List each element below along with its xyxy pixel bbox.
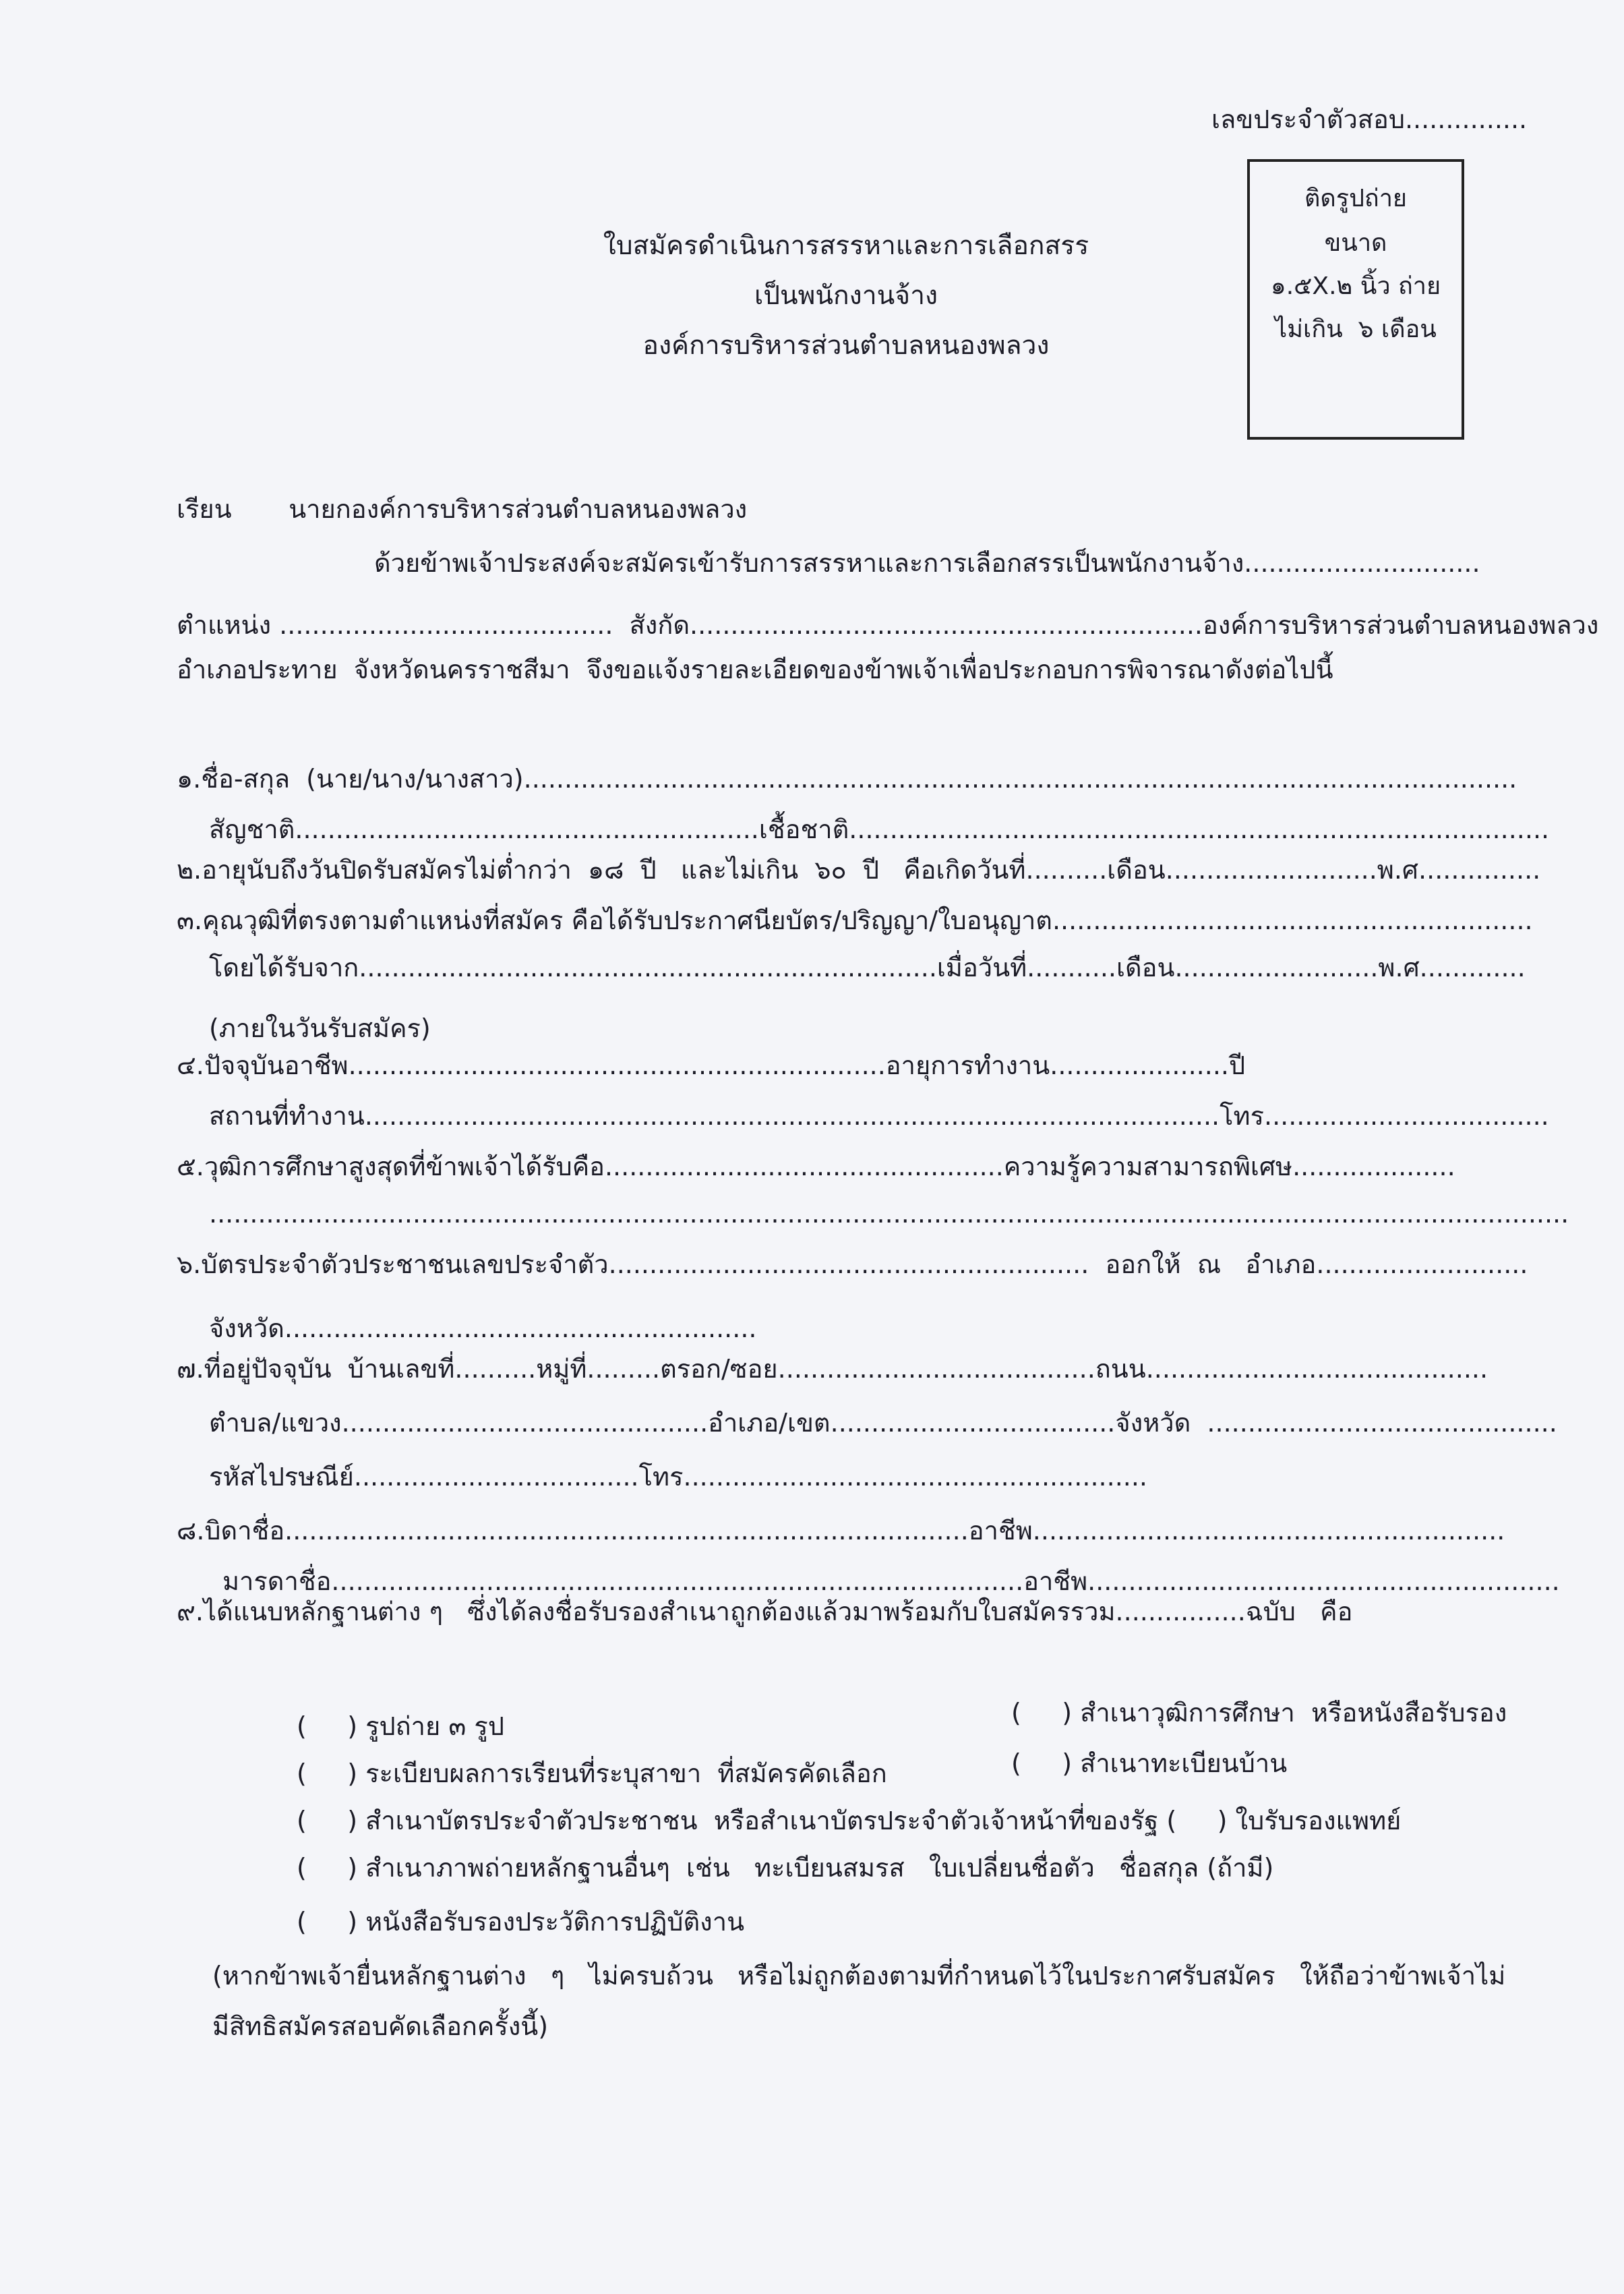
- mother-name-field[interactable]: มารดาชื่อ.....................................................................................อาชีพ..........................................................: [222, 1566, 1560, 1596]
- checklist-item-photo[interactable]: ( ) รูปถ่าย ๓ รูป: [297, 1711, 504, 1741]
- salutation: เรียน นายกองค์การบริหารส่วนตำบลหนองพลวง: [177, 494, 748, 524]
- birthdate-field[interactable]: ๒.อายุนับถึงวันปิดรับสมัครไม่ต่ำกว่า ๑๘ ปี และไม่เกิน ๖๐ ปี คือเกิดวันที่..........เดือน..........................พ.ศ...............: [177, 855, 1541, 885]
- photo-box-line: ติดรูปถ่าย: [1304, 185, 1408, 212]
- photo-box-line: ไม่เกิน ๖ เดือน: [1275, 316, 1437, 343]
- postal-code-field[interactable]: รหัสไปรษณีย์...................................โทร.........................................................: [209, 1462, 1148, 1492]
- note-line: (หากข้าพเจ้ายื่นหลักฐานต่าง ๆ ไม่ครบถ้วน หรือไม่ถูกต้องตามที่กำหนดไว้ในประกาศรับสมัคร ให้ถือว่าข้าพเจ้าไม่: [212, 1961, 1506, 1991]
- father-name-field[interactable]: ๘.บิดาชื่อ....................................................................................อาชีพ..........................................................: [177, 1516, 1505, 1546]
- checklist-item-house-registration[interactable]: ( ) สำเนาทะเบียนบ้าน: [1011, 1748, 1288, 1778]
- form-title: ใบสมัครดำเนินการสรรหาและการเลือกสรร: [603, 231, 1089, 261]
- id-card-field[interactable]: ๖.บัตรประจำตัวประชาชนเลขประจำตัว........................................................... ออกให้ ณ อำเภอ..........................: [177, 1249, 1528, 1279]
- qualification-source-field[interactable]: โดยได้รับจาก.......................................................................เมื่อวันที่...........เดือน.........................พ.ศ.............: [209, 953, 1526, 982]
- photo-placeholder-box: [1247, 159, 1464, 440]
- qualification-note: (ภายในวันรับสมัคร): [209, 1013, 431, 1043]
- province-field[interactable]: จังหวัด..........................................................: [209, 1314, 757, 1343]
- occupation-field[interactable]: ๔.ปัจจุบันอาชีพ..................................................................อายุการทำงาน......................ปี: [177, 1051, 1246, 1080]
- photo-box-line: ขนาด: [1324, 229, 1387, 257]
- attachments-count-field[interactable]: ๙.ได้แนบหลักฐานต่าง ๆ ซึ่งได้ลงชื่อรับรองสำเนาถูกต้องแล้วมาพร้อมกับใบสมัครรวม................ฉบับ คือ: [177, 1597, 1353, 1626]
- organization-name: องค์การบริหารส่วนตำบลหนองพลวง: [642, 330, 1050, 361]
- exam-id-field[interactable]: เลขประจำตัวสอบ...............: [1211, 105, 1528, 134]
- address-field[interactable]: ๗.ที่อยู่ปัจจุบัน บ้านเลขที่..........หมู่ที่.........ตรอก/ซอย.......................................ถนน..........................................: [177, 1354, 1488, 1384]
- form-subtitle: เป็นพนักงานจ้าง: [754, 281, 938, 311]
- workplace-field[interactable]: สถานที่ทำงาน.........................................................................................................โทร...................................: [209, 1101, 1549, 1131]
- checklist-item-id-card[interactable]: ( ) สำเนาบัตรประจำตัวประชาชน หรือสำเนาบัตรประจำตัวเจ้าหน้าที่ของรัฐ ( ) ใบรับรองแพทย์: [297, 1806, 1402, 1835]
- subdistrict-field[interactable]: ตำบล/แขวง.............................................อำเภอ/เขต...................................จังหวัด ...........................................: [209, 1408, 1557, 1438]
- education-continuation-field[interactable]: .......................................................................................................................................................................: [209, 1199, 1569, 1229]
- photo-box-line: ๑.๕X.๒ นิ้ว ถ่าย: [1270, 272, 1441, 300]
- full-name-field[interactable]: ๑.ชื่อ-สกุล (นาย/นาง/นางสาว)..........................................................................................................................: [177, 764, 1517, 794]
- intro-line[interactable]: ด้วยข้าพเจ้าประสงค์จะสมัครเข้ารับการสรรหาและการเลือกสรรเป็นพนักงานจ้าง.............................: [374, 548, 1480, 578]
- education-field[interactable]: ๕.วุฒิการศึกษาสูงสุดที่ข้าพเจ้าได้รับคือ.................................................ความรู้ความสามารถพิเศษ....................: [177, 1152, 1455, 1181]
- qualification-field[interactable]: ๓.คุณวุฒิที่ตรงตามตำแหน่งที่สมัคร คือได้รับประกาศนียบัตร/ปริญญา/ใบอนุญาต...........................................................: [177, 906, 1533, 935]
- checklist-item-work-certificate[interactable]: ( ) หนังสือรับรองประวัติการปฏิบัติงาน: [297, 1907, 745, 1937]
- intro-line: อำเภอประทาย จังหวัดนครราชสีมา จึงขอแจ้งรายละเอียดของข้าพเจ้าเพื่อประกอบการพิจารณาดังต่อไปนี้: [177, 655, 1333, 684]
- checklist-item-degree-copy[interactable]: ( ) สำเนาวุฒิการศึกษา หรือหนังสือรับรอง: [1011, 1698, 1507, 1728]
- note-line: มีสิทธิสมัครสอบคัดเลือกครั้งนี้): [212, 2011, 549, 2041]
- checklist-item-transcript[interactable]: ( ) ระเบียบผลการเรียนที่ระบุสาขา ที่สมัครคัดเลือก: [297, 1759, 887, 1788]
- checklist-item-other-documents[interactable]: ( ) สำเนาภาพถ่ายหลักฐานอื่นๆ เช่น ทะเบียนสมรส ใบเปลี่ยนชื่อตัว ชื่อสกุล (ถ้ามี): [297, 1853, 1274, 1883]
- position-line[interactable]: ตำแหน่ง ......................................... สังกัด...............................................................องค์การบริหารส่วนตำบลหนองพลวง: [177, 610, 1599, 640]
- nationality-field[interactable]: สัญชาติ.........................................................เชื้อชาติ......................................................................................: [209, 815, 1550, 844]
